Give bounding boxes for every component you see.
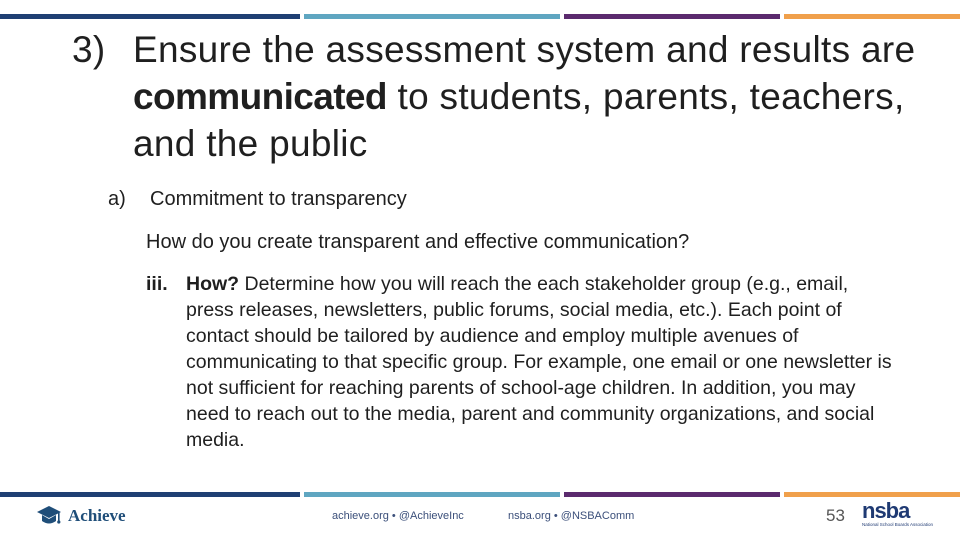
heading-number: 3) [72, 29, 106, 70]
subpoint-marker: a) [108, 188, 126, 210]
bottom-bar-orange [784, 492, 960, 497]
list-item-body [186, 271, 898, 453]
nsba-logo-wordmark: nsba [862, 498, 910, 523]
nsba-logo-tagline: National School Boards Association [862, 522, 934, 527]
heading-emphasis: communicated [133, 76, 387, 117]
top-bar-teal [304, 14, 560, 19]
bottom-bar-teal [304, 492, 560, 497]
list-item-marker: iii. [146, 273, 168, 295]
nsba-logo [862, 498, 934, 532]
page-number: 53 [826, 506, 845, 525]
heading-text [133, 26, 933, 167]
bottom-bar-navy [0, 492, 300, 497]
top-bar-purple [564, 14, 780, 19]
list-item-text: Determine how you will reach the each stakeholder group (e.g., email, press releases, newsletters, public forums, social media, etc.). Each point of contact should be tailored by audience and employ multiple avenues of communicating to that specific group. For example, one email or one newsletter is not sufficient for reaching parents of school-age children. In addition, you may need to reach out to the media, parent and community organizations, and social media. [186, 273, 892, 451]
achieve-contact: achieve.org • @AchieveInc [332, 510, 464, 522]
nsba-contact: nsba.org • @NSBAComm [508, 510, 635, 522]
heading-text-start: Ensure the assessment system and results are [133, 29, 916, 70]
top-bar-orange [784, 14, 960, 19]
guiding-question: How do you create transparent and effective communication? [146, 231, 690, 253]
subpoint-label: Commitment to transparency [150, 188, 407, 210]
top-bar-navy [0, 14, 300, 19]
list-item-lead: How? [186, 273, 240, 295]
bottom-bar-purple [564, 492, 780, 497]
achieve-logo [36, 503, 126, 529]
heading-text-end: to students, parents, teachers, and the public [133, 76, 905, 164]
graduation-cap-icon [36, 503, 62, 529]
achieve-brand-name: Achieve [68, 506, 126, 525]
